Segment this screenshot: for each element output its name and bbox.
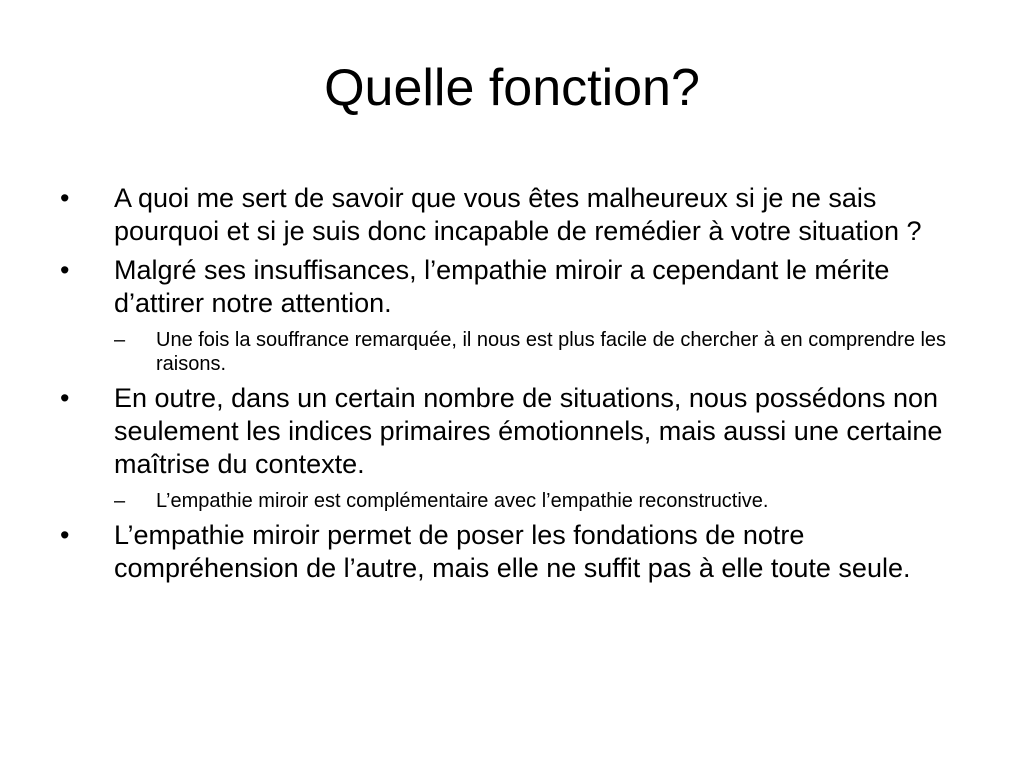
bullet-list bbox=[60, 182, 970, 591]
sub-bullet-marker: – bbox=[114, 329, 126, 351]
slide-title: Quelle fonction? bbox=[324, 59, 700, 117]
bullet-text: Malgré ses insuffisances, l’empathie miroir a cependant le mérite d’attirer notre attention. bbox=[114, 255, 890, 318]
bullet-item-2 bbox=[60, 254, 970, 376]
sub-list bbox=[114, 328, 970, 376]
bullet-marker: • bbox=[60, 383, 70, 413]
bullet-marker: • bbox=[60, 520, 70, 550]
bullet-text: En outre, dans un certain nombre de situations, nous possédons non seulement les indices primaires émotionnels, mais aussi une certaine maîtrise du contexte. bbox=[114, 383, 943, 479]
bullet-item-3 bbox=[60, 382, 970, 513]
bullet-marker: • bbox=[60, 255, 70, 285]
bullet-text: L’empathie miroir permet de poser les fondations de notre compréhension de l’autre, mais elle ne suffit pas à elle toute seule. bbox=[114, 520, 911, 583]
sub-list bbox=[114, 489, 970, 513]
sub-bullet-marker: – bbox=[114, 490, 126, 512]
sub-bullet-item bbox=[114, 328, 970, 376]
sub-bullet-text: Une fois la souffrance remarquée, il nous est plus facile de chercher à en comprendre les raisons. bbox=[156, 329, 947, 375]
bullet-text: A quoi me sert de savoir que vous êtes malheureux si je ne sais pourquoi et si je suis donc incapable de remédier à votre situation ? bbox=[114, 183, 922, 246]
sub-bullet-item bbox=[114, 489, 970, 513]
bullet-item-1 bbox=[60, 182, 970, 248]
bullet-marker: • bbox=[60, 183, 70, 213]
bullet-item-4 bbox=[60, 519, 970, 585]
sub-bullet-text: L’empathie miroir est complémentaire avec l’empathie reconstructive. bbox=[156, 490, 769, 512]
